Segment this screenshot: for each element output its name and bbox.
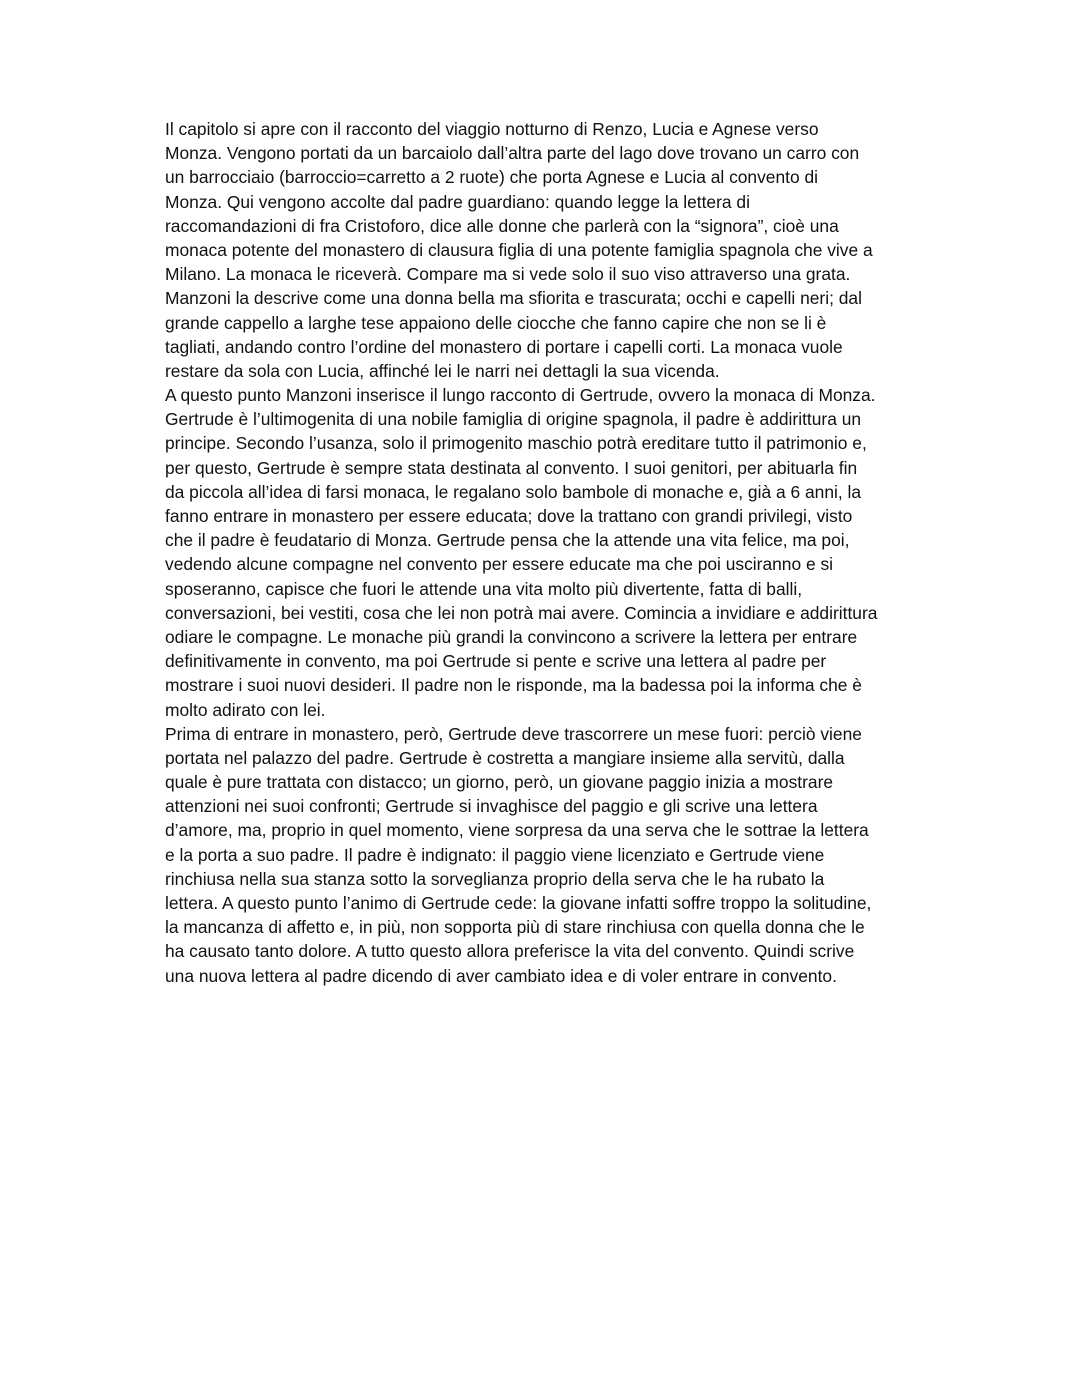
text-line: A questo punto Manzoni inserisce il lungo racconto di Gertrude, ovvero la monaca di Monza. xyxy=(165,385,876,406)
text-line: rinchiusa nella sua stanza sotto la sorveglianza proprio della serva che le ha rubato la xyxy=(165,868,825,889)
text-line: principe. Secondo l’usanza, solo il primogenito maschio potrà ereditare tutto il patrimonio e, xyxy=(165,433,867,454)
text-line: definitivamente in convento, ma poi Gertrude si pente e scrive una lettera al padre per xyxy=(165,651,827,672)
text-line: mostrare i suoi nuovi desideri. Il padre non le risponde, ma la badessa poi la informa che è xyxy=(165,675,862,696)
text-line: portata nel palazzo del padre. Gertrude è costretta a mangiare insieme alla servitù, dalla xyxy=(165,747,845,768)
text-line: Manzoni la descrive come una donna bella ma sfiorita e trascurata; occhi e capelli neri; dal xyxy=(165,288,862,309)
text-line: un barrocciaio (barroccio=carretto a 2 ruote) che porta Agnese e Lucia al convento di xyxy=(165,167,819,188)
text-line: monaca potente del monastero di clausura figlia di una potente famiglia spagnola che vive a xyxy=(165,239,873,260)
text-line: odiare le compagne. Le monache più grandi la convincono a scrivere la lettera per entrare xyxy=(165,626,858,647)
text-line: per questo, Gertrude è sempre stata destinata al convento. I suoi genitori, per abituarla fin xyxy=(165,457,858,478)
text-line: vedendo alcune compagne nel convento per essere educate ma che poi usciranno e si xyxy=(165,554,834,575)
text-line: grande cappello a larghe tese appaiono delle ciocche che fanno capire che non se li è xyxy=(165,312,827,333)
text-line: quale è pure trattata con distacco; un giorno, però, un giovane paggio inizia a mostrare xyxy=(165,772,834,793)
text-line: raccomandazioni di fra Cristoforo, dice alle donne che parlerà con la “signora”, cioè una xyxy=(165,215,839,236)
text-line: che il padre è feudatario di Monza. Gertrude pensa che la attende una vita felice, ma poi, xyxy=(165,530,850,551)
text-line: fanno entrare in monastero per essere educata; dove la trattano con grandi privilegi, visto xyxy=(165,506,853,526)
text-line: ha causato tanto dolore. A tutto questo allora preferisce la vita del convento. Quindi scrive xyxy=(165,941,855,962)
text-line: Gertrude è l’ultimogenita di una nobile famiglia di origine spagnola, il padre è addirittura un xyxy=(165,409,862,430)
text-line: sposeranno, capisce che fuori le attende una vita molto più divertente, fatta di balli, xyxy=(165,578,803,599)
text-line: Milano. La monaca le riceverà. Compare ma si vede solo il suo viso attraverso una grata. xyxy=(165,264,851,285)
text-line: molto adirato con lei. xyxy=(165,699,326,720)
text-line: conversazioni, bei vestiti, cosa che lei non potrà mai avere. Comincia a invidiare e addirittura xyxy=(165,602,878,623)
text-line: la mancanza di affetto e, in più, non sopporta più di stare rinchiusa con quella donna che le xyxy=(165,917,865,938)
text-line: tagliati, andando contro l’ordine del monastero di portare i capelli corti. La monaca vuole xyxy=(165,336,843,357)
body-text xyxy=(165,117,925,988)
text-line: e la porta a suo padre. Il padre è indignato: il paggio viene licenziato e Gertrude viene xyxy=(165,844,825,865)
text-line: attenzioni nei suoi confronti; Gertrude si invaghisce del paggio e gli scrive una lettera xyxy=(165,796,818,817)
text-line: da piccola all’idea di farsi monaca, le regalano solo bambole di monache e, già a 6 anni, la xyxy=(165,481,862,502)
text-line: restare da sola con Lucia, affinché lei le narri nei dettagli la sua vicenda. xyxy=(165,360,720,381)
text-line: Prima di entrare in monastero, però, Gertrude deve trascorrere un mese fuori: perciò viene xyxy=(165,723,862,744)
text-line: d’amore, ma, proprio in quel momento, viene sorpresa da una serva che le sottrae la lettera xyxy=(165,820,869,841)
text-line: Monza. Vengono portati da un barcaiolo dall’altra parte del lago dove trovano un carro con xyxy=(165,143,860,164)
text-line: lettera. A questo punto l’animo di Gertrude cede: la giovane infatti soffre troppo la solitudine, xyxy=(165,893,872,913)
text-line: Il capitolo si apre con il racconto del viaggio notturno di Renzo, Lucia e Agnese verso xyxy=(165,119,819,139)
text-line: Monza. Qui vengono accolte dal padre guardiano: quando legge la lettera di xyxy=(165,191,750,212)
text-line: una nuova lettera al padre dicendo di aver cambiato idea e di voler entrare in convento. xyxy=(165,965,837,986)
